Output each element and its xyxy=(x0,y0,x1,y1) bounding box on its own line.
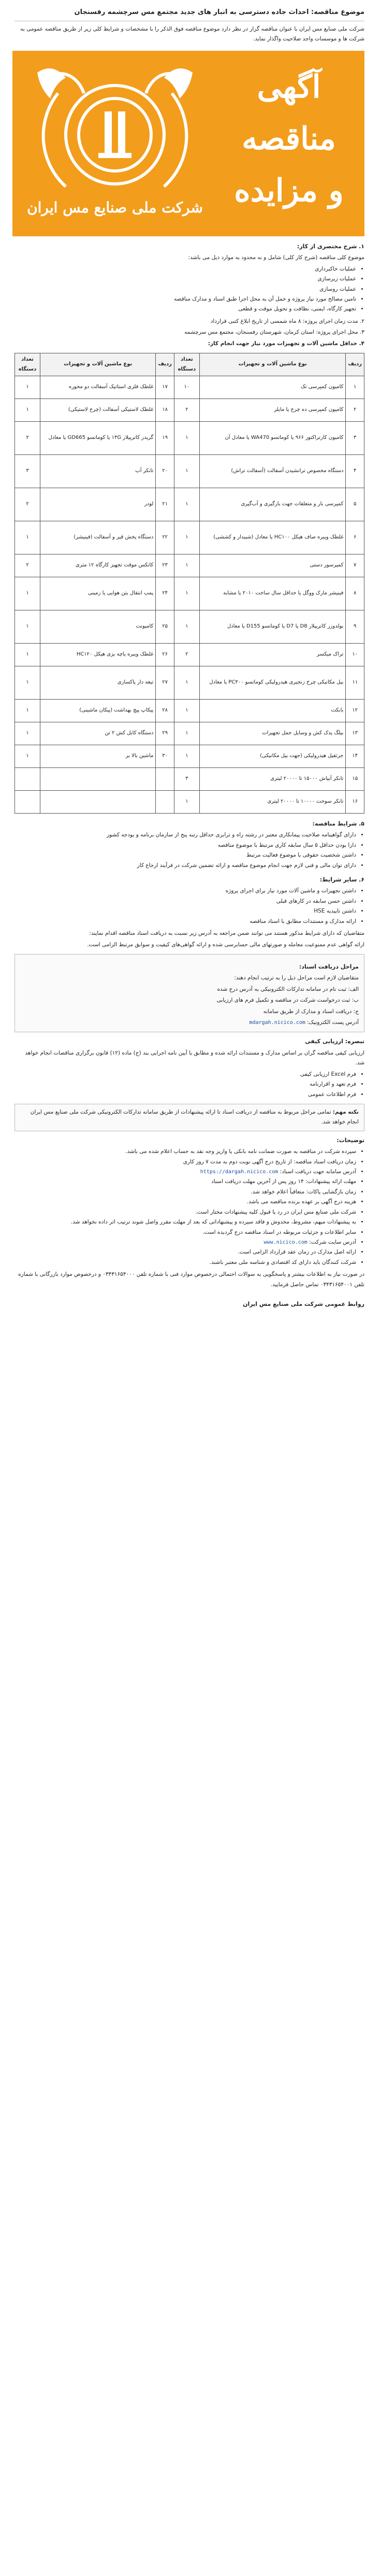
table-cell: ۲۷ xyxy=(156,666,174,700)
table-cell: لودر xyxy=(40,488,156,521)
section-6-title: توضیحات: xyxy=(336,1136,364,1144)
section-1-lead: موضوع کلی مناقصه (شرح کار کلی) شامل و نه محدود به موارد ذیل می باشد: xyxy=(188,254,364,261)
table-cell: ۱ xyxy=(174,488,199,521)
table-row xyxy=(15,644,364,666)
list-item: • دارای توان مالی و فنی لازم جهت انجام موضوع مناقصه و ارائه تضمین شرکت در فرآیند ارجاع کار xyxy=(14,861,356,871)
table-cell: بابکت xyxy=(199,700,346,722)
table-cell: ۱۰ xyxy=(174,376,199,399)
table-cell: ۲ xyxy=(15,554,40,577)
list-item: • تجهیز کارگاه، ایمنی، نظافت و تحویل موقت و قطعی xyxy=(14,304,356,314)
table-cell: ۱۷ xyxy=(156,376,174,399)
section-1-note: ۲. مدت زمان اجرای پروژه: ۸ ماه شمسی از تاریخ ابلاغ کتبی قرارداد xyxy=(210,318,364,324)
table-cell: پمپ انتقال بتن هوایی یا زمینی xyxy=(40,577,156,610)
table-cell: ۱۶ xyxy=(346,791,364,814)
table-cell: ۲ xyxy=(174,399,199,422)
table-cell: ۱ xyxy=(15,376,40,399)
table-cell: ۲۳ xyxy=(156,554,174,577)
table-cell: ۱ xyxy=(174,791,199,814)
table-row xyxy=(15,399,364,422)
table-cell: ۷ xyxy=(346,554,364,577)
table-cell: گریدر کاترپیلار ۱۴G یا کوماتسو GD665 یا معادل xyxy=(40,422,156,455)
section-1-note: ۳. محل اجرای پروژه: استان کرمان، شهرستان رفسنجان، مجتمع مس سرچشمه xyxy=(184,329,364,336)
table-cell: ۴ xyxy=(346,455,364,488)
table-row xyxy=(15,722,364,745)
table-cell: ۱ xyxy=(346,376,364,399)
list-item: • عملیات روسازی xyxy=(14,284,356,294)
table-cell: ۱۱ xyxy=(346,666,364,700)
table-cell: ماشین بالا بر xyxy=(40,745,156,768)
table-cell: ۱ xyxy=(15,610,40,644)
table-cell: کامیون کارتراکتور ۹۶۶ یا کوماتسو WA470 یا معادل آن xyxy=(199,422,346,455)
table-cell: کمپرسور دستی xyxy=(199,554,346,577)
table-cell: ۱۰ xyxy=(346,644,364,666)
table-cell: دستگاه کابل کش ۲ تن xyxy=(40,722,156,745)
table-cell: ۲۰ xyxy=(156,455,174,488)
list-item: • هزینه درج آگهی بر عهده برنده مناقصه می باشد. xyxy=(14,1197,356,1207)
table-cell: ۲۸ xyxy=(156,700,174,722)
announcement-banner xyxy=(12,51,364,236)
table-cell: غلطک لاستیکی آسفالت (چرخ لاستیکی) xyxy=(40,399,156,422)
banner-heading xyxy=(222,61,356,217)
section-6-list xyxy=(14,1147,364,1268)
table-cell: ۹ xyxy=(346,610,364,644)
list-item: • ارائه اصل مدارک در زمان عقد قرارداد الزامی است. xyxy=(14,1247,356,1257)
table-cell: ۱ xyxy=(15,521,40,554)
important-notice xyxy=(14,1104,364,1131)
email-label: آدرس پست الکترونیک: xyxy=(307,1019,359,1026)
list-item: • شرکت ملی صنایع مس ایران در رد یا قبول کلیه پیشنهادات مختار است. xyxy=(14,1207,356,1217)
list-item: • داشتن شخصیت حقوقی با موضوع فعالیت مرتبط xyxy=(14,850,356,860)
table-row xyxy=(15,768,364,791)
table-row xyxy=(15,422,364,455)
table-cell xyxy=(156,791,174,814)
col-header: تعداد دستگاه xyxy=(15,353,40,376)
list-item: • عملیات زیرسازی xyxy=(14,274,356,284)
table-cell: ۱۴ xyxy=(346,745,364,768)
section-2-title: ۵. شرایط مناقصه: xyxy=(312,820,364,828)
section-4-title: مراحل دریافت اسناد: xyxy=(299,963,359,970)
list-item xyxy=(14,1237,356,1248)
table-cell: ۱ xyxy=(174,521,199,554)
table-row xyxy=(15,577,364,610)
table-row xyxy=(15,455,364,488)
banner-line-3: و مزایده xyxy=(234,172,344,209)
table-cell: ۱ xyxy=(174,722,199,745)
section-4-lead: متقاضیان لازم است مراحل ذیل را به ترتیب انجام دهند: xyxy=(234,975,359,981)
site-link[interactable]: www.nicico.com xyxy=(263,1239,307,1245)
step-item: الف: ثبت نام در سامانه تدارکات الکترونیکی به آدرس درج شده xyxy=(217,986,359,992)
section-3-detail: متقاضیان که دارای شرایط مذکور هستند می توانند ضمن مراجعه به آدرس زیر نسبت به دریافت اسناد مناقصه اقدام نمایند: xyxy=(89,930,364,937)
table-row xyxy=(15,554,364,577)
table-cell: کامیون کمپرسی ده چرخ یا مایلر xyxy=(199,399,346,422)
table-row xyxy=(15,488,364,521)
table-cell: تانکر سوخت ۱۰۰۰۰ تا ۲۰۰۰۰ لیتری xyxy=(199,791,346,814)
notice-title: نکته مهم: xyxy=(332,1108,359,1115)
table-cell: ۱ xyxy=(174,610,199,644)
table-cell: ۱ xyxy=(174,666,199,700)
table-cell: ۳ xyxy=(15,455,40,488)
table-cell: غلطک فلزی استاتیک آسفالت دو محوره xyxy=(40,376,156,399)
list-item: • داشتن تاییدیه HSE xyxy=(14,906,356,916)
table-cell: ۱ xyxy=(174,745,199,768)
equipment-table-body xyxy=(15,376,364,814)
list-item: • دارای گواهینامه صلاحیت پیمانکاری معتبر در رشته راه و ترابری حداقل رتبه پنج از سازمان برنامه و بودجه کشور xyxy=(14,830,356,840)
document-steps-box xyxy=(14,954,364,1033)
table-cell: ۱ xyxy=(174,554,199,577)
table-cell: ۱۸ xyxy=(156,399,174,422)
table-cell: دستگاه پخش قیر و آسفالت (فینیشر) xyxy=(40,521,156,554)
table-cell: ۱ xyxy=(15,644,40,666)
list-item: • فرم Excel ارزیابی کیفی xyxy=(14,1070,356,1079)
table-cell: ۳۰ xyxy=(156,745,174,768)
table-row xyxy=(15,610,364,644)
table-header-row xyxy=(15,353,364,376)
step-item: ب: ثبت درخواست شرکت در مناقصه و تکمیل فرم های ارزیابی xyxy=(216,997,359,1004)
email-link[interactable]: mdargah.nicico.com xyxy=(249,1019,305,1026)
table-cell: ۱ xyxy=(15,745,40,768)
list-item: • سایر اطلاعات و جزئیات مربوطه در اسناد مناقصه درج گردیده است. xyxy=(14,1228,356,1237)
list-item-text: آدرس سامانه جهت دریافت اسناد: xyxy=(280,1168,356,1175)
table-cell: ۱۹ xyxy=(156,422,174,455)
list-item: • فرم تعهد و اقرارنامه xyxy=(14,1079,356,1089)
col-header: تعداد دستگاه xyxy=(174,353,199,376)
table-cell xyxy=(40,768,156,791)
table-cell: غلطک ویبره پاچه بزی هیکل HC۱۲۰ xyxy=(40,644,156,666)
document-title: موضوع مناقصه: احداث جاده دسترسی به انبار های جدید مجتمع مس سرچشمه رفسنجان xyxy=(14,6,364,21)
table-cell xyxy=(156,768,174,791)
signature: روابط عمومی شرکت ملی صنایع مس ایران xyxy=(243,1301,364,1308)
table-cell: ۱۵ xyxy=(346,768,364,791)
table-cell: ۳ xyxy=(346,422,364,455)
table-cell: کانکس موقت تجهیز کارگاه ۱۲ متری xyxy=(40,554,156,577)
table-cell: ۵ xyxy=(346,488,364,521)
table-cell: تانکر آبپاش ۱۵۰۰۰ تا ۲۰۰۰۰ لیتری xyxy=(199,768,346,791)
table-cell: پیکاپ پیچ بهداشت (پیکان ماشینی) xyxy=(40,700,156,722)
table-row xyxy=(15,666,364,700)
table-cell: ۲۴ xyxy=(156,577,174,610)
table-cell: ۲ xyxy=(15,422,40,455)
table-cell: ۲ xyxy=(15,488,40,521)
table-row xyxy=(15,700,364,722)
table-cell: ۲۵ xyxy=(156,610,174,644)
table-cell: تانکر آب xyxy=(40,455,156,488)
table-cell: ۱ xyxy=(174,422,199,455)
section-5-text: ارزیابی کیفی مناقصه گران بر اساس مدارک و مستندات ارائه شده و مطابق با آیین نامه اجرایی بند (ج) ماده (۱۲) قانون برگزاری مناقصات انجام خواهد شد. xyxy=(25,1049,364,1066)
table-cell: غلطک ویبره صاف هیکل HC۱۰۰ یا معادل (شیبدار و کششی) xyxy=(199,521,346,554)
table-cell: ۳ xyxy=(174,768,199,791)
list-item: • ارائه مدارک و مستندات مطابق با اسناد مناقصه xyxy=(14,917,356,927)
table-cell: ۱ xyxy=(15,666,40,700)
banner-line-1: آگهی xyxy=(257,68,321,105)
table-cell: ۲۱ xyxy=(156,488,174,521)
step-item: ج: دریافت اسناد و مدارک از طریق سامانه xyxy=(263,1008,359,1015)
section-1-note: ۴. حداقل ماشین آلات و تجهیزات مورد نیاز جهت انجام کار: xyxy=(208,340,364,347)
list-item: • دارا بودن حداقل ۵ سال سابقه کاری مرتبط با موضوع مناقصه xyxy=(14,841,356,850)
list-item: • شرکت کنندگان باید دارای کد اقتصادی و شناسه ملی معتبر باشند. xyxy=(14,1258,356,1268)
table-cell: ۱ xyxy=(174,700,199,722)
section-5-title: تبصره: ارزیابی کیفی xyxy=(305,1038,364,1045)
table-cell xyxy=(40,791,156,814)
table-cell: ۱ xyxy=(15,700,40,722)
table-cell: ۲۶ xyxy=(156,644,174,666)
table-cell: ۲۲ xyxy=(156,521,174,554)
table-cell: کمپرسی بار و متعلقات جهت بارگیری و آب‌گیری xyxy=(199,488,346,521)
list-item: • زمان دریافت اسناد مناقصه: از تاریخ درج آگهی نوبت دوم به مدت ۷ روز کاری xyxy=(14,1157,356,1167)
list-item: • داشتن حسن سابقه در کارهای قبلی xyxy=(14,896,356,906)
table-cell xyxy=(15,768,40,791)
list-item-text: آدرس سایت شرکت: xyxy=(309,1239,356,1245)
table-cell: ۸ xyxy=(346,577,364,610)
table-cell: ۲ xyxy=(174,644,199,666)
list-item: • تامین مصالح مورد نیاز پروژه و حمل آن به محل اجرا طبق اسناد و مدارک مناقصه xyxy=(14,294,356,304)
table-cell: ۱ xyxy=(15,577,40,610)
table-cell: بیلگ یدک کش و وسایل حمل تجهیزات xyxy=(199,722,346,745)
table-cell: تیغه دار پاکسازی xyxy=(40,666,156,700)
col-header: ردیف xyxy=(156,353,174,376)
equipment-table xyxy=(14,353,364,814)
table-cell: ۲ xyxy=(346,399,364,422)
table-row xyxy=(15,376,364,399)
table-cell: بولدوزر کاترپیلار D8 یا D7 یا کوماتسو D155 یا معادل xyxy=(199,610,346,644)
table-cell: دستگاه مخصوص ترانشیدن آسفالت (آسفالت تراش) xyxy=(199,455,346,488)
col-header: ردیف xyxy=(346,353,364,376)
list-item: • عملیات خاکبرداری xyxy=(14,264,356,274)
table-cell: فینیشر مارک ووگل یا حداقل سال ساخت ۲۰۱۰ یا مشابه xyxy=(199,577,346,610)
table-cell: ۱ xyxy=(174,577,199,610)
list-item: • زمان بازگشایی پاکات: متعاقباً اعلام خواهد شد. xyxy=(14,1187,356,1197)
table-cell: کامیون کمپرسی تک xyxy=(199,376,346,399)
col-header: نوع ماشین آلات و تجهیزات xyxy=(199,353,346,376)
list-item xyxy=(14,1167,356,1177)
table-row xyxy=(15,791,364,814)
table-cell: ۱۳ xyxy=(346,722,364,745)
nicico-logo-icon xyxy=(17,57,213,228)
section-3-title: ۶. سایر شرایط: xyxy=(319,876,364,884)
list-item: • فرم اطلاعات عمومی xyxy=(14,1090,356,1100)
banner-line-2: مناقصه xyxy=(242,120,336,157)
section-3-extra: ارائه گواهی عدم ممنوعیت معامله و صورتهای مالی حسابرسی شده و ارائه گواهی‌های کیفیت و سوابق مرتبط الزامی است. xyxy=(87,941,364,948)
table-cell: ۱۲ xyxy=(346,700,364,722)
section-1-title: ۱. شرح مختصری از کار: xyxy=(297,243,364,250)
table-cell xyxy=(15,791,40,814)
table-cell: جرثقیل هیدرولیکی (جهت بیل مکانیکی) xyxy=(199,745,346,768)
section-2-list xyxy=(14,830,364,871)
table-cell: ۱ xyxy=(15,399,40,422)
table-row xyxy=(15,745,364,768)
table-cell: تراک میکسر xyxy=(199,644,346,666)
notice-text: تمامی مراحل مربوط به مناقصه از دریافت اسناد تا ارائه پیشنهادات از طریق سامانه تدارکات الکترونیکی شرکت ملی صنایع مس ایران انجام خواهد شد. xyxy=(30,1108,359,1126)
intro-paragraph: شرکت ملی صنایع مس ایران با عنوان مناقصه گزار در نظر دارد موضوع مناقصه فوق الذکر را با مشخصات و شرایط کلی زیر از طریق مناقصه عمومی به شرکت ها و موسسات واجد صلاحیت واگذار نماید. xyxy=(20,26,364,42)
section-5-list xyxy=(14,1070,364,1100)
logo-caption: شرکت ملی صنایع مس ایران xyxy=(27,198,203,216)
list-item: • مهلت ارائه پیشنهادات: ۱۴ روز پس از آخرین مهلت دریافت اسناد xyxy=(14,1177,356,1187)
table-cell: بیل مکانیکی چرخ زنجیری هیدرولیکی کوماتسو PC۳۰۰ یا معادل xyxy=(199,666,346,700)
section-1-list xyxy=(14,264,364,315)
list-item: • به پیشنهادات مبهم، مشروط، مخدوش و فاقد سپرده و پیشنهاداتی که بعد از مهلت مقرر واصل شوند ترتیب اثر داده نخواهد شد. xyxy=(14,1217,356,1227)
table-row xyxy=(15,521,364,554)
list-item: • سپرده شرکت در مناقصه به صورت ضمانت نامه بانکی یا واریز وجه نقد به حساب اعلام شده می باشد. xyxy=(14,1147,356,1157)
table-cell: ۱ xyxy=(15,722,40,745)
list-item: • داشتن تجهیزات و ماشین آلات مورد نیاز برای اجرای پروژه xyxy=(14,886,356,896)
table-cell: ۶ xyxy=(346,521,364,554)
portal-link[interactable]: https://dargah.nicico.com xyxy=(200,1169,279,1175)
section-3-list xyxy=(14,886,364,927)
contact-paragraph: در صورت نیاز به اطلاعات بیشتر و پاسخگویی به سوالات احتمالی درخصوص موارد فنی با شماره تلفن ۰۳۴۳۱۶۵۴۰۰۰ و درخصوص موارد بازرگانی با شماره تلفن ۰۳۴۳۱۶۵۴۰۰۱ تماس حاصل فرمایید. xyxy=(18,1271,364,1288)
table-cell: ۲۹ xyxy=(156,722,174,745)
table-cell: ۱ xyxy=(174,455,199,488)
col-header: نوع ماشین آلات و تجهیزات xyxy=(40,353,156,376)
table-cell: کامیونت xyxy=(40,610,156,644)
